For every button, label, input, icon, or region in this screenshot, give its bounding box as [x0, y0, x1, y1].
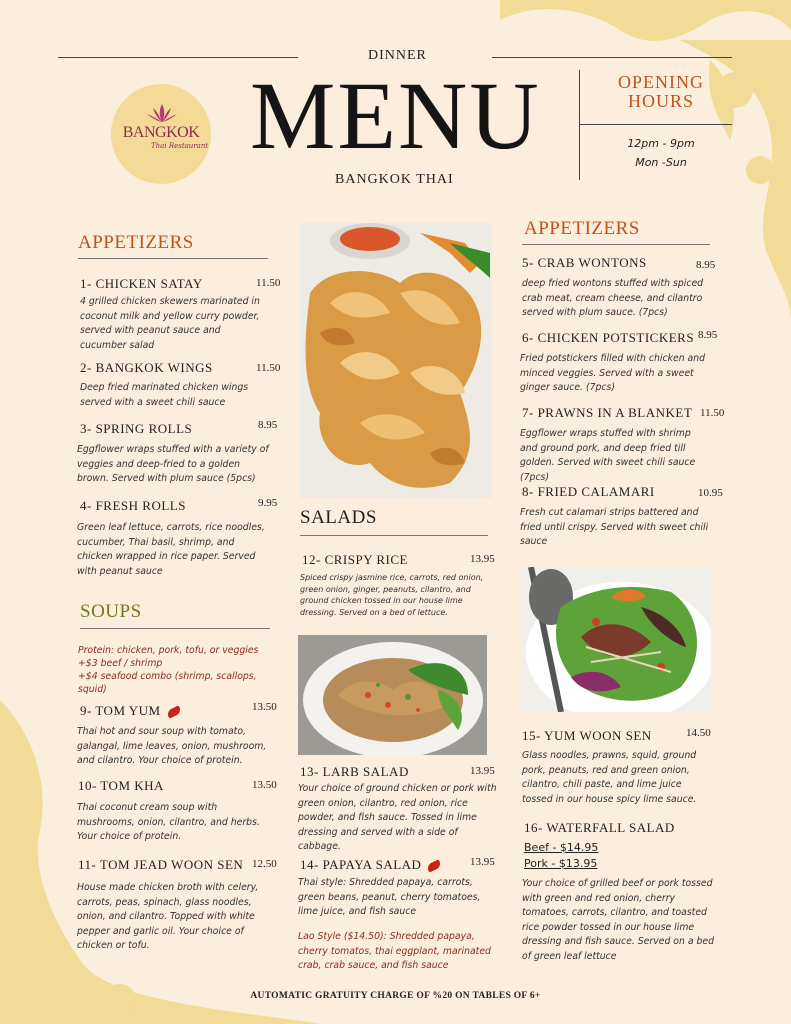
menu-item-name: 1- CHICKEN SATAY: [80, 276, 203, 291]
glass-noodle-salad-image: [521, 567, 711, 712]
menu-item-price: 9.95: [258, 497, 278, 509]
menu-item-price: 13.95: [470, 765, 495, 777]
gratuity-note: AUTOMATIC GRATUITY CHARGE OF %20 ON TABLES OF 6+: [250, 991, 541, 1001]
protein-note: +$4 seafood combo (shrimp, scallops, squid): [78, 671, 257, 695]
menu-item-description: House made chicken broth with celery, carrots, peas, spinach, glass noodles, onion, and cilantro. Topped with white pepper and garlic oil. Your choice of chicken or tofu.: [77, 882, 259, 951]
salads-title: SALADS: [300, 507, 377, 528]
menu-item-price: 11.50: [700, 407, 725, 419]
menu-item-name: 7- PRAWNS IN A BLANKET: [522, 405, 693, 420]
soups-rule: [80, 628, 270, 629]
menu-item-price: 8.95: [696, 259, 716, 271]
appetizers-left-title: APPETIZERS: [78, 232, 194, 253]
menu-item-name: 10- TOM KHA: [78, 778, 164, 793]
protein-note: +$3 beef / shrimp: [78, 658, 163, 669]
menu-item-price: 12.50: [252, 858, 277, 870]
fried-wontons-image: [300, 223, 492, 498]
menu-item-description: Thai hot and sour soup with tomato, galangal, lime leaves, onion, mushroom, and cilantro. Your choice of protein.: [77, 726, 267, 766]
menu-item-price: 13.95: [470, 553, 495, 565]
menu-item-name: 4- FRESH ROLLS: [80, 498, 186, 513]
appetizers-left-rule: [78, 258, 268, 259]
menu-item-name: [300, 857, 441, 873]
hours-time: 12pm - 9pm: [627, 137, 695, 150]
menu-item-price: 13.50: [252, 779, 277, 791]
restaurant-name: BANGKOK THAI: [335, 172, 454, 187]
menu-item-description: Eggflower wraps stuffed with shrimp and ground pork, and deep fried till golden. Served with sweet chili sauce (7pcs): [520, 428, 696, 483]
menu-item-name: 6- CHICKEN POTSTICKERS: [522, 330, 695, 345]
chili-icon: [426, 859, 442, 872]
menu-item-description: Spiced crispy jasmine rice, carrots, red onion, green onion, ginger, peanuts, cilantro, and ground chicken tossed in our house lime dressing. Served on a bed of lettuce.: [300, 573, 484, 617]
menu-item-description: Your choice of grilled beef or pork tossed with green and red onion, cherry tomatoes, carrots, cilantro, and toasted rice powder tossed in our house lime dressing and fish sauce. Served on a bed of green leaf lettuce: [522, 878, 715, 962]
menu-item-price: 11.50: [256, 362, 281, 374]
menu-item-name: 5- CRAB WONTONS: [522, 255, 647, 270]
hours-title-2: HOURS: [627, 91, 694, 111]
menu-item-name: 2- BANGKOK WINGS: [80, 360, 213, 375]
soups-title: SOUPS: [80, 601, 142, 622]
dinner-label: DINNER: [368, 48, 427, 63]
pork-price: Pork - $13.95: [524, 857, 598, 870]
menu-title: MENU: [250, 62, 541, 169]
logo-subtext: Thai Restaurant: [151, 142, 209, 150]
beef-price: Beef - $14.95: [524, 841, 599, 854]
hours-days: Mon -Sun: [635, 156, 687, 169]
menu-item-description: deep fried wontons stuffed with spiced crab meat, cream cheese, and cilantro served with plum sauce. (7pcs): [522, 278, 704, 318]
menu-item-price: 8.95: [698, 329, 718, 341]
menu-item-name: 16- WATERFALL SALAD: [524, 820, 675, 835]
chili-icon: [166, 705, 182, 718]
menu-item-description: Your choice of ground chicken or pork with green onion, cilantro, red onion, rice powder, and fish sauce. Tossed in lime dressing and served with a side of cabbage.: [298, 783, 497, 852]
header-rule-right: [492, 57, 732, 58]
menu-item-name: 13- LARB SALAD: [300, 764, 409, 779]
protein-note: Protein: chicken, pork, tofu, or veggies: [78, 645, 259, 656]
menu-item-price: 10.95: [698, 487, 723, 499]
menu-item-description: Deep fried marinated chicken wings served with a sweet chili sauce: [80, 382, 249, 408]
menu-item-label: 9- TOM YUM: [80, 703, 161, 718]
header-rule-left: [58, 57, 298, 58]
menu-item-description: Fresh cut calamari strips battered and fried until crispy. Served with sweet chili sauce: [520, 507, 709, 547]
menu-item-name: 15- YUM WOON SEN: [522, 728, 652, 743]
menu-item-price: 13.50: [252, 701, 277, 713]
menu-item-description: Thai style: Shredded papaya, carrots, green beans, peanut, cherry tomatoes, lime juice, and fish sauce: [298, 877, 481, 917]
crab-wontons-photo: [300, 223, 492, 498]
menu-item-description: Thai coconut cream soup with mushrooms, onion, cilantro, and herbs. Your choice of protein.: [77, 802, 260, 842]
menu-item-description: Eggflower wraps stuffed with a variety of veggies and deep-fried to a golden brown. Served with plum sauce (5pcs): [77, 444, 269, 484]
larb-salad-photo: [298, 635, 487, 755]
menu-item-description: Fried potstickers filled with chicken and minced veggies. Served with a sweet ginger sauce. (7pcs): [520, 353, 706, 393]
salad-bowl-image: [298, 635, 487, 755]
logo: [111, 84, 211, 184]
lotus-icon: [147, 104, 177, 122]
logo-text: BANGKOK: [122, 124, 200, 141]
menu-item-price: 14.50: [686, 727, 711, 739]
menu-item-name: 8- FRIED CALAMARI: [522, 484, 655, 499]
menu-item-description: Glass noodles, prawns, squid, ground pork, peanuts, red and green onion, cilantro, chili paste, and lime juice tossed in our house spicy lime sauce.: [522, 750, 697, 805]
menu-item-price: 13.95: [470, 856, 495, 868]
hours-title-1: OPENING: [618, 72, 704, 92]
yum-woon-sen-photo: [521, 567, 711, 712]
menu-item-label: 14- PAPAYA SALAD: [300, 857, 422, 872]
menu-item-price: 8.95: [258, 419, 278, 431]
appetizers-right-rule: [522, 244, 710, 245]
menu-item-description: 4 grilled chicken skewers marinated in coconut milk and yellow curry powder, served with peanut sauce and cucumber salad: [80, 296, 260, 351]
menu-item-name: [80, 703, 181, 719]
appetizers-right-title: APPETIZERS: [524, 218, 640, 239]
hours-divider-horizontal: [580, 124, 732, 125]
menu-item-name: 11- TOM JEAD WOON SEN: [78, 857, 244, 872]
menu-item-name: 12- CRISPY RICE: [302, 552, 408, 567]
menu-item-price: 11.50: [256, 277, 281, 289]
lao-style-note: Lao Style ($14.50): Shredded papaya, cherry tomatos, thai eggplant, marinated crab, crab sauce, and fish sauce: [298, 931, 491, 971]
menu-item-description: Green leaf lettuce, carrots, rice noodles, cucumber, Thai basil, shrimp, and chicken wrapped in rice paper. Served with peanut sauce: [77, 522, 265, 577]
salads-rule: [300, 535, 488, 536]
menu-item-name: 3- SPRING ROLLS: [80, 421, 193, 436]
